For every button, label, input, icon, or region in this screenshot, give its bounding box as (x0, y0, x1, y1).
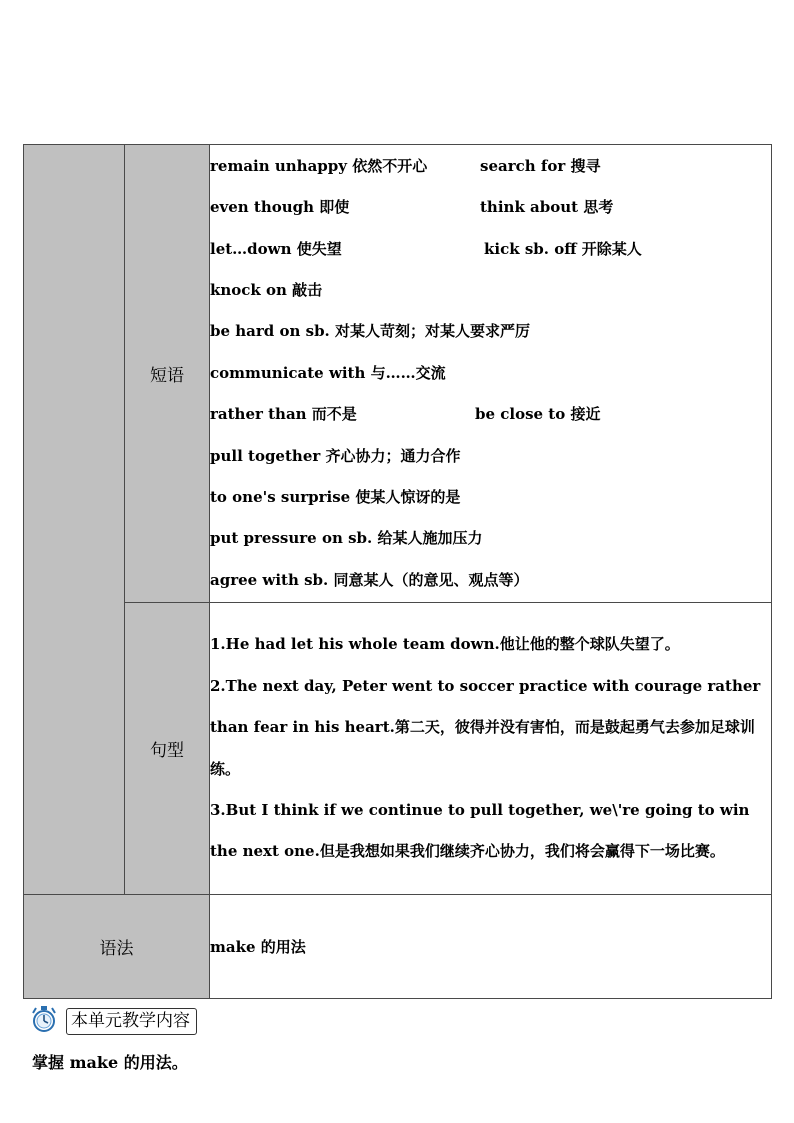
sentence-3: 3.But I think if we continue to pull together, we\'re going to win the next one.但是我想如果我们继续齐心协力，我们将会赢得下一场比赛。 (210, 800, 750, 861)
phrase-left: knock on 敲击 (210, 281, 323, 300)
sentences-cell (210, 603, 772, 895)
phrase-row (210, 311, 771, 352)
phrase-row (210, 270, 771, 311)
phrase-list (210, 146, 771, 601)
phrase-left: rather than 而不是 (210, 405, 357, 424)
sentence-1: 1.He had let his whole team down.他让他的整个球队失望了。 (210, 635, 680, 654)
phrase-left: pull together 齐心协力；通力合作 (210, 446, 461, 465)
phrases-cell (210, 145, 772, 603)
phrase-row (210, 353, 771, 394)
phrase-left: put pressure on sb. 给某人施加压力 (210, 529, 483, 548)
section-tag (30, 1006, 197, 1036)
phrase-row (210, 436, 771, 477)
phrase-row (210, 394, 771, 435)
phrase-row (210, 518, 771, 559)
phrase-right: be close to 接近 (475, 405, 601, 424)
phrase-row (210, 477, 771, 518)
grammar-text: make 的用法 (210, 895, 772, 999)
blank-grey-cell (24, 145, 125, 895)
footer-text: 掌握 make 的用法。 (32, 1053, 188, 1072)
phrase-row (210, 146, 771, 187)
phrase-left: let…down 使失望 (210, 239, 342, 258)
phrase-left: remain unhappy 依然不开心 (210, 156, 428, 175)
phrase-right: search for 搜寻 (480, 156, 601, 175)
phrase-row (210, 560, 771, 601)
phrase-right: think about 思考 (480, 198, 614, 217)
phrase-row (210, 229, 771, 270)
sentence-2: 2.The next day, Peter went to soccer practice with courage rather than fear in his heart.第二天，彼得并没有害怕，而是鼓起勇气去参加足球训练。 (210, 676, 761, 778)
phrase-left: to one's surprise 使某人惊讶的是 (210, 487, 461, 506)
unit-content-table (23, 144, 772, 999)
phrase-left: communicate with 与……交流 (210, 363, 446, 382)
phrase-left: be hard on sb. 对某人苛刻；对某人要求严厉 (210, 322, 531, 341)
sentences-label: 句型 (125, 603, 210, 895)
phrases-label: 短语 (125, 145, 210, 603)
phrase-left: even though 即使 (210, 198, 350, 217)
phrase-right: kick sb. off 开除某人 (484, 239, 642, 258)
phrase-row (210, 187, 771, 228)
clock-icon (30, 1004, 60, 1038)
section-tag-label: 本单元教学内容 (66, 1008, 197, 1035)
phrase-left: agree with sb. 同意某人（的意见、观点等） (210, 570, 529, 589)
grammar-label: 语法 (24, 895, 210, 999)
